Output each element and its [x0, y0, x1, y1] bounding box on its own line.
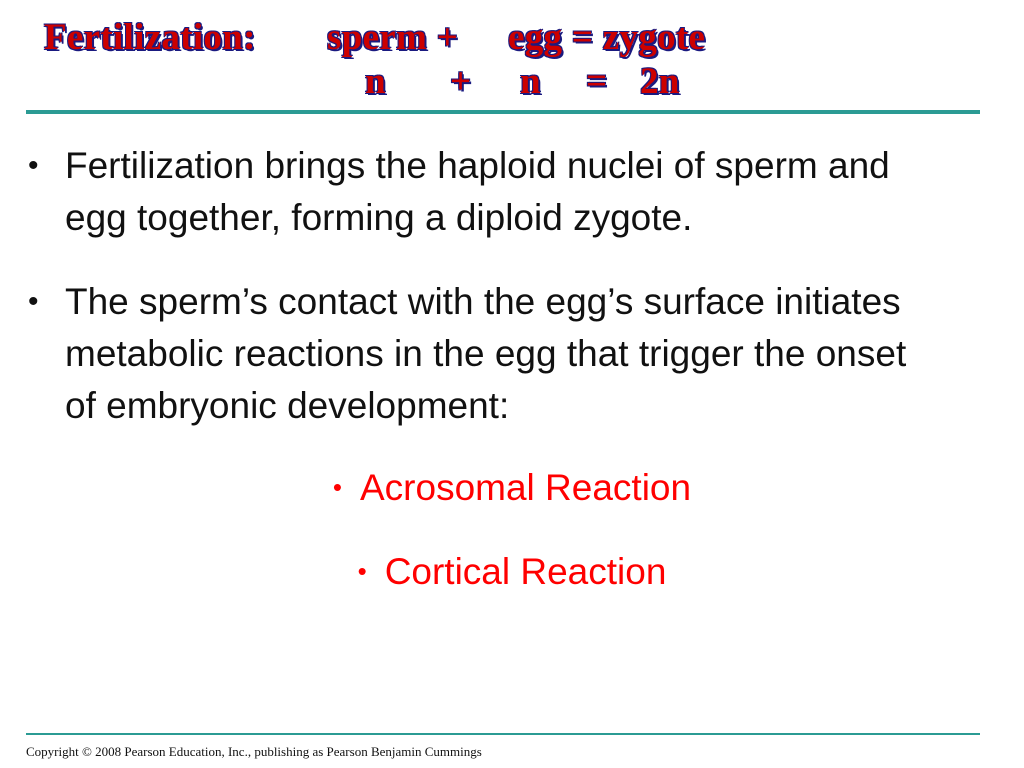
title-n-sperm: n [365, 61, 386, 102]
title-divider [26, 110, 980, 114]
title-sperm-term: sperm + [327, 17, 459, 58]
title-equals: = [586, 61, 608, 102]
title-plus: + [450, 61, 472, 102]
sub-bullet-text: Acrosomal Reaction [360, 467, 692, 508]
bullet-text: The sperm’s contact with the egg’s surface initiates metabolic reactions in the egg that trigger the onset of embryonic development: [65, 281, 907, 426]
title-2n: 2n [640, 61, 680, 102]
slide-title [0, 0, 1024, 108]
bullet-text: Fertilization brings the haploid nuclei of sperm and egg together, forming a diploid zygote. [65, 145, 890, 238]
title-line-1 [0, 18, 1024, 58]
sub-bullet-dot-icon: • [357, 556, 367, 586]
copyright-footer: Copyright © 2008 Pearson Education, Inc., publishing as Pearson Benjamin Cummings [26, 744, 482, 759]
title-n-egg: n [520, 61, 541, 102]
title-label: Fertilization: [44, 17, 256, 58]
bullet-dot-icon: • [28, 285, 39, 318]
sub-bullet-dot-icon: • [332, 472, 342, 502]
title-egg-zygote-term: egg = zygote [508, 17, 706, 58]
sub-bullet-item [0, 464, 1024, 515]
bullet-dot-icon: • [28, 149, 39, 182]
footer-divider [26, 733, 980, 735]
sub-bullet-item [0, 548, 1024, 599]
sub-bullet-text: Cortical Reaction [384, 551, 667, 592]
title-line-2 [0, 62, 1024, 102]
